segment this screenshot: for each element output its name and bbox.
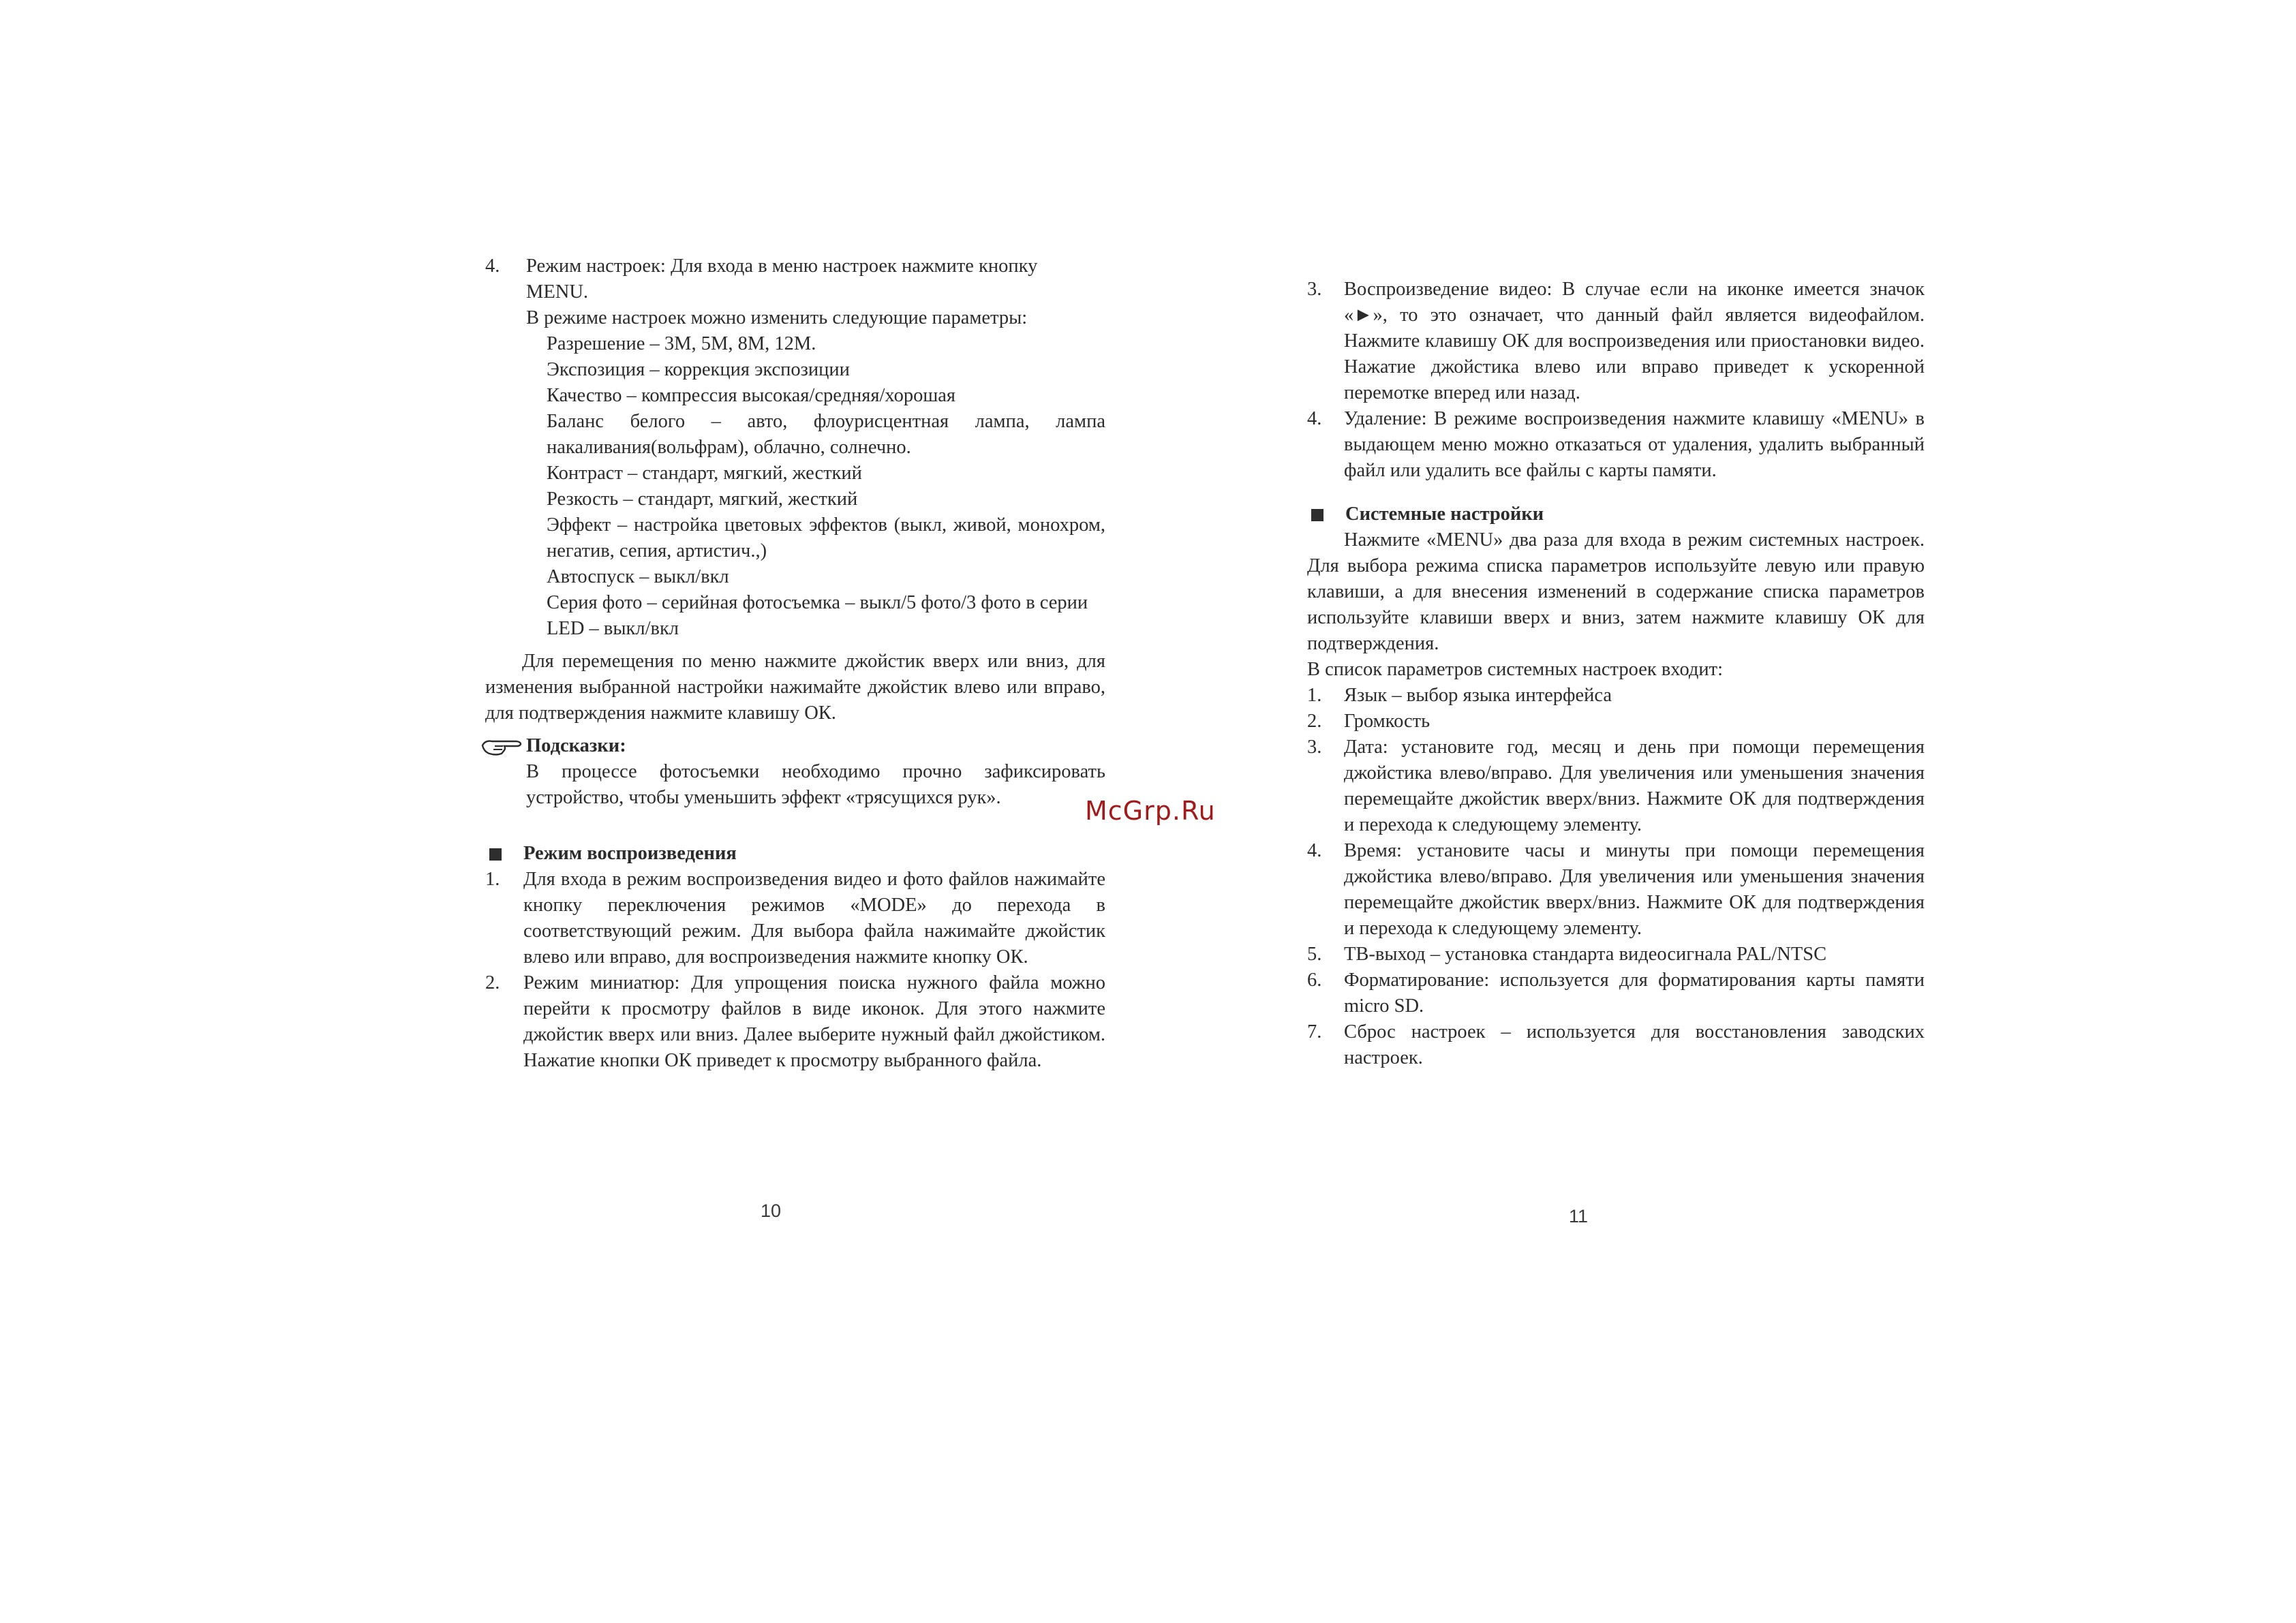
list-text: Форматирование: используется для форматирования карты памяти micro SD. <box>1344 970 1925 1017</box>
param-resolution: Разрешение – 3М, 5М, 8М, 12М. <box>547 333 816 354</box>
playback-heading <box>485 841 1105 867</box>
square-bullet-icon <box>1311 509 1323 521</box>
list-item <box>1307 277 1925 406</box>
list-item <box>1307 735 1925 838</box>
list-number: 3. <box>1307 737 1322 758</box>
param-led: LED – выкл/вкл <box>547 618 679 639</box>
right-page <box>1307 277 1925 1071</box>
item-line: MENU. <box>526 281 589 303</box>
param-effect: Эффект – настройка цветовых эффектов (выкл, живой, монохром, негатив, сепия, артистич.,) <box>547 514 1105 561</box>
list-item <box>485 970 1105 1074</box>
list-item <box>1307 683 1925 709</box>
tips-title: Подсказки: <box>526 735 626 756</box>
list-number: 7. <box>1307 1021 1322 1042</box>
system-intro: Нажмите «MENU» два раза для входа в режим системных настроек. Для выбора режима списка параметров используйте левую или правую клавиши, а для внесения изменений в содержание списка параметров используйте клавиши вверх и вниз, затем нажмите клавишу ОК для подтверждения. <box>1307 529 1925 654</box>
param-self-timer: Автоспуск – выкл/вкл <box>547 566 729 587</box>
list-item <box>1307 1019 1925 1071</box>
list-item <box>1307 942 1925 968</box>
list-text: ТВ-выход – установка стандарта видеосигнала PAL/NTSC <box>1344 944 1827 965</box>
system-list-intro: В список параметров системных настроек входит: <box>1307 659 1723 680</box>
navigation-paragraph: Для перемещения по меню нажмите джойстик вверх или вниз, для изменения выбранной настройки нажимайте джойстик влево или вправо, для подтверждения нажмите клавишу ОК. <box>485 651 1105 724</box>
item-line: Режим настроек: Для входа в меню настроек нажмите кнопку <box>526 256 1038 277</box>
list-number: 1. <box>485 869 500 890</box>
param-exposure: Экспозиция – коррекция экспозиции <box>547 359 850 380</box>
tips-heading <box>485 733 1105 759</box>
settings-mode-item <box>485 253 1105 305</box>
list-number: 2. <box>485 972 500 993</box>
list-text: Режим миниатюр: Для упрощения поиска нужного файла можно перейти к просмотру файлов в виде иконок. Для этого нажмите джойстик вверх или вниз. Далее выберите нужный файл джойстиком. Нажатие кнопки ОК приведет к просмотру выбранного файла. <box>523 972 1105 1071</box>
list-number: 1. <box>1307 685 1322 706</box>
param-burst: Серия фото – серийная фотосъемка – выкл/5 фото/3 фото в серии <box>547 592 1088 613</box>
list-item <box>485 867 1105 970</box>
item-number: 4. <box>485 256 500 277</box>
pointing-hand-icon <box>481 736 523 756</box>
list-number: 5. <box>1307 944 1322 965</box>
square-bullet-icon <box>489 848 502 861</box>
list-text: Время: установите часы и минуты при помощи перемещения джойстика влево/вправо. Для увеличения или уменьшения значения перемещайте джойстик вверх/вниз. Нажмите ОК для подтверждения и перехода к следующему элементу. <box>1344 840 1925 939</box>
list-number: 3. <box>1307 279 1322 300</box>
param-contrast: Контраст – стандарт, мягкий, жесткий <box>547 463 862 484</box>
settings-intro: В режиме настроек можно изменить следующие параметры: <box>526 307 1028 328</box>
param-white-balance: Баланс белого – авто, флоурисцентная лампа, лампа накаливания(вольфрам), облачно, солнечно. <box>547 411 1105 458</box>
system-settings-heading <box>1307 501 1925 527</box>
list-number: 4. <box>1307 408 1322 429</box>
list-item <box>1307 968 1925 1019</box>
param-quality: Качество – компрессия высокая/средняя/хорошая <box>547 385 956 406</box>
list-text: Язык – выбор языка интерфейса <box>1344 685 1612 706</box>
list-text: Громкость <box>1344 711 1430 732</box>
list-text: Для входа в режим воспроизведения видео и фото файлов нажимайте кнопку переключения режимов «MODE» до перехода в соответствующий режим. Для выбора файла нажимайте джойстик влево или вправо, для воспроизведения нажмите кнопку ОК. <box>523 869 1105 968</box>
tips-body: В процессе фотосъемки необходимо прочно зафиксировать устройство, чтобы уменьшить эффект «трясущихся рук». <box>526 761 1105 808</box>
list-number: 6. <box>1307 970 1322 991</box>
list-number: 2. <box>1307 711 1322 732</box>
settings-param-list <box>547 331 1105 642</box>
list-item <box>1307 709 1925 735</box>
list-text: Сброс настроек – используется для восстановления заводских настроек. <box>1344 1021 1925 1068</box>
list-text: Дата: установите год, месяц и день при помощи перемещения джойстика влево/вправо. Для увеличения или уменьшения значения перемещайте джойстик вверх/вниз. Нажмите ОК для подтверждения и перехода к следующему элементу. <box>1344 737 1925 835</box>
left-page <box>485 253 1105 1074</box>
param-sharpness: Резкость – стандарт, мягкий, жесткий <box>547 489 858 510</box>
list-item <box>1307 838 1925 942</box>
page-number-right: 11 <box>1569 1206 1589 1226</box>
system-heading-text: Системные настройки <box>1345 504 1544 525</box>
watermark: McGrp.Ru <box>1085 796 1216 826</box>
playback-heading-text: Режим воспроизведения <box>523 843 737 864</box>
list-text: Удаление: В режиме воспроизведения нажмите клавишу «MENU» в выдающем меню можно отказаться от удаления, удалить выбранный файл или удалить все файлы с карты памяти. <box>1344 408 1925 481</box>
list-item <box>1307 406 1925 484</box>
list-text: Воспроизведение видео: В случае если на иконке имеется значок «►», то это означает, что данный файл является видеофайлом. Нажмите клавишу ОК для воспроизведения или приостановки видео. Нажатие джойстика влево или вправо приведет к ускоренной перемотке вперед или назад. <box>1344 279 1925 403</box>
list-number: 4. <box>1307 840 1322 861</box>
page-number-left: 10 <box>761 1201 782 1221</box>
